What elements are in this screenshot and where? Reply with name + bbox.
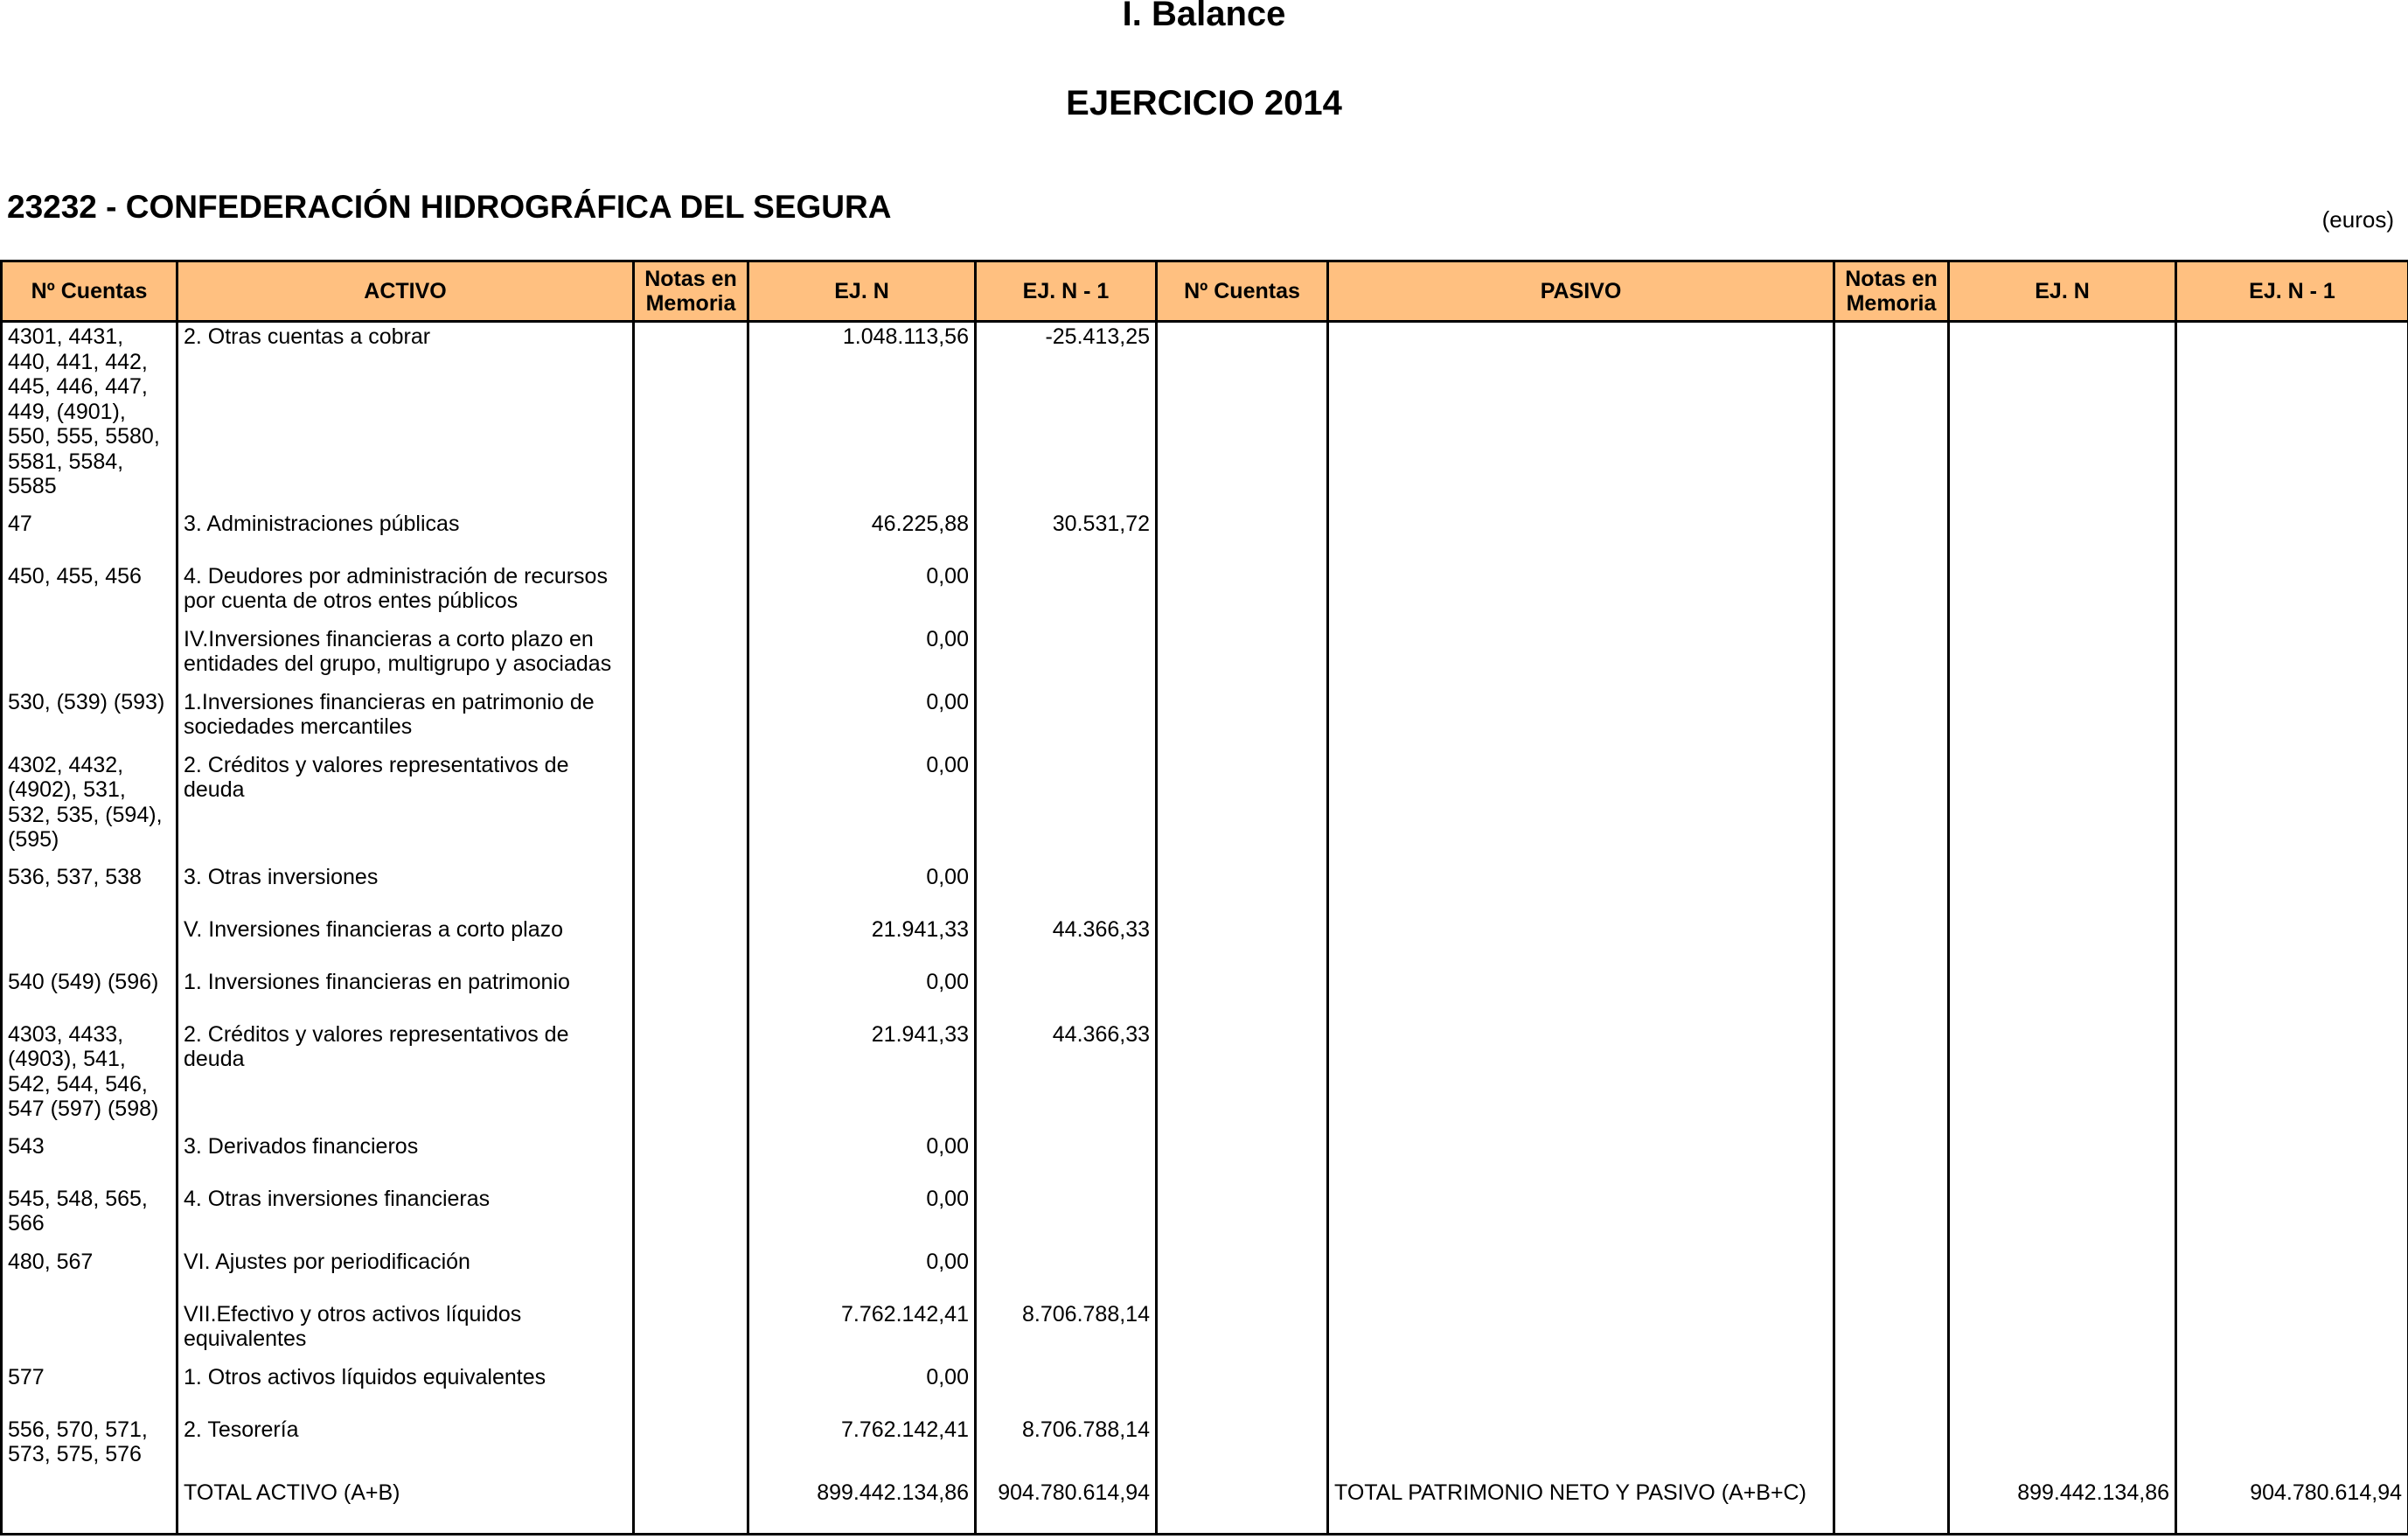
pasivo-ej-n-cell bbox=[1949, 916, 2176, 968]
table-row bbox=[2, 322, 2408, 510]
pasivo-cuentas-cell bbox=[1157, 1416, 1328, 1479]
account-numbers bbox=[2, 1300, 177, 1363]
pasivo-description-cell bbox=[1328, 916, 1834, 968]
header-cuentas: Nº Cuentas bbox=[2, 261, 177, 322]
notas-cell bbox=[634, 916, 748, 968]
activo-description: 4. Otras inversiones financieras bbox=[177, 1185, 634, 1248]
notas-cell bbox=[634, 1248, 748, 1300]
account-numbers: 4303, 4433, (4903), 541, 542, 544, 546, 547 (597) (598) bbox=[2, 1020, 177, 1132]
total-activo-ej-n: 899.442.134,86 bbox=[748, 1479, 976, 1535]
pasivo-ej-n-1-cell bbox=[2176, 1132, 2408, 1185]
table-row bbox=[2, 510, 2408, 562]
ej-n-value: 0,00 bbox=[748, 1363, 976, 1416]
pasivo-notas-cell bbox=[1834, 1132, 1949, 1185]
balance-table bbox=[0, 260, 2408, 1536]
pasivo-ej-n-cell bbox=[1949, 863, 2176, 916]
activo-description: 4. Deudores por administración de recursos por cuenta de otros entes públicos bbox=[177, 562, 634, 625]
total-activo-ej-n-1: 904.780.614,94 bbox=[976, 1479, 1157, 1535]
account-numbers bbox=[2, 916, 177, 968]
activo-description: 1.Inversiones financieras en patrimonio de sociedades mercantiles bbox=[177, 688, 634, 751]
pasivo-cuentas-cell bbox=[1157, 1020, 1328, 1132]
entity-name: 23232 - CONFEDERACIÓN HIDROGRÁFICA DEL SEGURA bbox=[7, 189, 892, 225]
ej-n-value: 0,00 bbox=[748, 1132, 976, 1185]
account-numbers: 480, 567 bbox=[2, 1248, 177, 1300]
pasivo-ej-n-cell bbox=[1949, 1185, 2176, 1248]
pasivo-description-cell bbox=[1328, 625, 1834, 688]
totals-pasivo-notas-cell bbox=[1834, 1479, 1949, 1535]
report-title: I. Balance bbox=[1122, 0, 1286, 33]
activo-description: VII.Efectivo y otros activos líquidos equivalentes bbox=[177, 1300, 634, 1363]
ej-n-value: 21.941,33 bbox=[748, 916, 976, 968]
pasivo-cuentas-cell bbox=[1157, 322, 1328, 510]
pasivo-description-cell bbox=[1328, 1248, 1834, 1300]
pasivo-ej-n-1-cell bbox=[2176, 1020, 2408, 1132]
notas-cell bbox=[634, 625, 748, 688]
ej-n-value: 46.225,88 bbox=[748, 510, 976, 562]
total-pasivo-ej-n: 899.442.134,86 bbox=[1949, 1479, 2176, 1535]
notas-cell bbox=[634, 1300, 748, 1363]
pasivo-cuentas-cell bbox=[1157, 1300, 1328, 1363]
pasivo-description-cell bbox=[1328, 1020, 1834, 1132]
pasivo-ej-n-cell bbox=[1949, 1300, 2176, 1363]
ej-n-value: 0,00 bbox=[748, 562, 976, 625]
account-numbers: 530, (539) (593) bbox=[2, 688, 177, 751]
pasivo-notas-cell bbox=[1834, 968, 1949, 1020]
ej-n-1-value bbox=[976, 625, 1157, 688]
ej-n-value: 21.941,33 bbox=[748, 1020, 976, 1132]
pasivo-ej-n-cell bbox=[1949, 1416, 2176, 1479]
table-row bbox=[2, 1416, 2408, 1479]
total-pasivo-ej-n-1: 904.780.614,94 bbox=[2176, 1479, 2408, 1535]
notas-cell bbox=[634, 1363, 748, 1416]
pasivo-description-cell bbox=[1328, 863, 1834, 916]
header-activo: ACTIVO bbox=[177, 261, 634, 322]
currency-units: (euros) bbox=[2321, 206, 2394, 233]
table-row bbox=[2, 1363, 2408, 1416]
activo-description: 2. Créditos y valores representativos de deuda bbox=[177, 1020, 634, 1132]
pasivo-ej-n-1-cell bbox=[2176, 1185, 2408, 1248]
total-pasivo-label: TOTAL PATRIMONIO NETO Y PASIVO (A+B+C) bbox=[1328, 1479, 1834, 1535]
activo-description: IV.Inversiones financieras a corto plazo en entidades del grupo, multigrupo y asociadas bbox=[177, 625, 634, 688]
notas-cell bbox=[634, 863, 748, 916]
pasivo-ej-n-cell bbox=[1949, 751, 2176, 863]
table-row bbox=[2, 1248, 2408, 1300]
header-notas-pasivo: Notas en Memoria bbox=[1834, 261, 1949, 322]
pasivo-cuentas-cell bbox=[1157, 1132, 1328, 1185]
ej-n-1-value bbox=[976, 562, 1157, 625]
table-row bbox=[2, 1300, 2408, 1363]
notas-cell bbox=[634, 688, 748, 751]
table-row bbox=[2, 562, 2408, 625]
notas-cell bbox=[634, 322, 748, 510]
account-numbers: 543 bbox=[2, 1132, 177, 1185]
pasivo-description-cell bbox=[1328, 688, 1834, 751]
table-row bbox=[2, 1020, 2408, 1132]
pasivo-ej-n-cell bbox=[1949, 1248, 2176, 1300]
pasivo-ej-n-1-cell bbox=[2176, 562, 2408, 625]
pasivo-description-cell bbox=[1328, 968, 1834, 1020]
activo-description: 3. Derivados financieros bbox=[177, 1132, 634, 1185]
notas-cell bbox=[634, 1185, 748, 1248]
pasivo-cuentas-cell bbox=[1157, 863, 1328, 916]
notas-cell bbox=[634, 1020, 748, 1132]
header-ej-n: EJ. N bbox=[748, 261, 976, 322]
pasivo-ej-n-1-cell bbox=[2176, 1363, 2408, 1416]
ej-n-value: 0,00 bbox=[748, 863, 976, 916]
account-numbers: 450, 455, 456 bbox=[2, 562, 177, 625]
pasivo-cuentas-cell bbox=[1157, 968, 1328, 1020]
pasivo-cuentas-cell bbox=[1157, 625, 1328, 688]
ej-n-value: 0,00 bbox=[748, 1248, 976, 1300]
pasivo-notas-cell bbox=[1834, 1300, 1949, 1363]
pasivo-ej-n-1-cell bbox=[2176, 510, 2408, 562]
pasivo-cuentas-cell bbox=[1157, 1185, 1328, 1248]
pasivo-ej-n-cell bbox=[1949, 688, 2176, 751]
table-row bbox=[2, 916, 2408, 968]
pasivo-ej-n-1-cell bbox=[2176, 916, 2408, 968]
header-notas: Notas en Memoria bbox=[634, 261, 748, 322]
pasivo-cuentas-cell bbox=[1157, 751, 1328, 863]
notas-cell bbox=[634, 968, 748, 1020]
account-numbers: 556, 570, 571, 573, 575, 576 bbox=[2, 1416, 177, 1479]
pasivo-ej-n-1-cell bbox=[2176, 1248, 2408, 1300]
ej-n-value: 0,00 bbox=[748, 968, 976, 1020]
pasivo-ej-n-1-cell bbox=[2176, 751, 2408, 863]
totals-notas-cell bbox=[634, 1479, 748, 1535]
pasivo-notas-cell bbox=[1834, 863, 1949, 916]
ej-n-value: 0,00 bbox=[748, 1185, 976, 1248]
table-row bbox=[2, 751, 2408, 863]
table-row bbox=[2, 1185, 2408, 1248]
ej-n-1-value: -25.413,25 bbox=[976, 322, 1157, 510]
ej-n-1-value: 44.366,33 bbox=[976, 1020, 1157, 1132]
account-numbers: 4302, 4432, (4902), 531, 532, 535, (594), (595) bbox=[2, 751, 177, 863]
pasivo-description-cell bbox=[1328, 322, 1834, 510]
pasivo-ej-n-cell bbox=[1949, 322, 2176, 510]
table-row bbox=[2, 625, 2408, 688]
pasivo-ej-n-cell bbox=[1949, 1363, 2176, 1416]
fiscal-year-title: EJERCICIO 2014 bbox=[1066, 84, 1342, 122]
pasivo-description-cell bbox=[1328, 562, 1834, 625]
pasivo-cuentas-cell bbox=[1157, 510, 1328, 562]
table-row bbox=[2, 1132, 2408, 1185]
notas-cell bbox=[634, 1416, 748, 1479]
account-numbers: 4301, 4431, 440, 441, 442, 445, 446, 447, 449, (4901), 550, 555, 5580, 5581, 5584, 5585 bbox=[2, 322, 177, 510]
header-ej-n-1: EJ. N - 1 bbox=[976, 261, 1157, 322]
activo-description: 2. Otras cuentas a cobrar bbox=[177, 322, 634, 510]
activo-description: VI. Ajustes por periodificación bbox=[177, 1248, 634, 1300]
pasivo-notas-cell bbox=[1834, 1248, 1949, 1300]
pasivo-ej-n-cell bbox=[1949, 510, 2176, 562]
pasivo-description-cell bbox=[1328, 1363, 1834, 1416]
pasivo-notas-cell bbox=[1834, 1416, 1949, 1479]
ej-n-value: 0,00 bbox=[748, 751, 976, 863]
pasivo-ej-n-1-cell bbox=[2176, 968, 2408, 1020]
pasivo-cuentas-cell bbox=[1157, 688, 1328, 751]
ej-n-1-value bbox=[976, 751, 1157, 863]
header-pasivo: PASIVO bbox=[1328, 261, 1834, 322]
pasivo-description-cell bbox=[1328, 1300, 1834, 1363]
activo-description: V. Inversiones financieras a corto plazo bbox=[177, 916, 634, 968]
ej-n-value: 7.762.142,41 bbox=[748, 1416, 976, 1479]
total-activo-label: TOTAL ACTIVO (A+B) bbox=[177, 1479, 634, 1535]
account-numbers: 47 bbox=[2, 510, 177, 562]
ej-n-1-value bbox=[976, 1248, 1157, 1300]
pasivo-cuentas-cell bbox=[1157, 916, 1328, 968]
account-numbers: 545, 548, 565, 566 bbox=[2, 1185, 177, 1248]
pasivo-description-cell bbox=[1328, 1132, 1834, 1185]
ej-n-1-value: 44.366,33 bbox=[976, 916, 1157, 968]
pasivo-cuentas-cell bbox=[1157, 562, 1328, 625]
ej-n-1-value bbox=[976, 1132, 1157, 1185]
notas-cell bbox=[634, 510, 748, 562]
pasivo-notas-cell bbox=[1834, 510, 1949, 562]
ej-n-value: 1.048.113,56 bbox=[748, 322, 976, 510]
activo-description: 1. Inversiones financieras en patrimonio bbox=[177, 968, 634, 1020]
pasivo-notas-cell bbox=[1834, 562, 1949, 625]
header-cuentas-pasivo: Nº Cuentas bbox=[1157, 261, 1328, 322]
ej-n-value: 0,00 bbox=[748, 688, 976, 751]
pasivo-notas-cell bbox=[1834, 751, 1949, 863]
pasivo-notas-cell bbox=[1834, 1185, 1949, 1248]
pasivo-notas-cell bbox=[1834, 1020, 1949, 1132]
totals-row bbox=[2, 1479, 2408, 1535]
table-row bbox=[2, 688, 2408, 751]
header-ej-n-1-pasivo: EJ. N - 1 bbox=[2176, 261, 2408, 322]
pasivo-description-cell bbox=[1328, 1416, 1834, 1479]
pasivo-notas-cell bbox=[1834, 916, 1949, 968]
pasivo-ej-n-cell bbox=[1949, 968, 2176, 1020]
table-row bbox=[2, 863, 2408, 916]
pasivo-description-cell bbox=[1328, 510, 1834, 562]
pasivo-ej-n-cell bbox=[1949, 562, 2176, 625]
activo-description: 2. Créditos y valores representativos de deuda bbox=[177, 751, 634, 863]
activo-description: 2. Tesorería bbox=[177, 1416, 634, 1479]
pasivo-ej-n-1-cell bbox=[2176, 688, 2408, 751]
notas-cell bbox=[634, 751, 748, 863]
pasivo-notas-cell bbox=[1834, 1363, 1949, 1416]
activo-description: 3. Administraciones públicas bbox=[177, 510, 634, 562]
pasivo-cuentas-cell bbox=[1157, 1248, 1328, 1300]
pasivo-ej-n-1-cell bbox=[2176, 863, 2408, 916]
ej-n-1-value bbox=[976, 1185, 1157, 1248]
account-numbers bbox=[2, 625, 177, 688]
pasivo-notas-cell bbox=[1834, 625, 1949, 688]
pasivo-description-cell bbox=[1328, 751, 1834, 863]
table-row bbox=[2, 968, 2408, 1020]
activo-description: 3. Otras inversiones bbox=[177, 863, 634, 916]
totals-cuentas-cell bbox=[2, 1479, 177, 1535]
pasivo-ej-n-1-cell bbox=[2176, 625, 2408, 688]
pasivo-ej-n-cell bbox=[1949, 1132, 2176, 1185]
notas-cell bbox=[634, 1132, 748, 1185]
ej-n-1-value bbox=[976, 968, 1157, 1020]
ej-n-1-value: 8.706.788,14 bbox=[976, 1416, 1157, 1479]
pasivo-ej-n-1-cell bbox=[2176, 322, 2408, 510]
pasivo-ej-n-1-cell bbox=[2176, 1300, 2408, 1363]
activo-description: 1. Otros activos líquidos equivalentes bbox=[177, 1363, 634, 1416]
notas-cell bbox=[634, 562, 748, 625]
pasivo-notas-cell bbox=[1834, 688, 1949, 751]
ej-n-1-value bbox=[976, 1363, 1157, 1416]
pasivo-ej-n-cell bbox=[1949, 625, 2176, 688]
pasivo-cuentas-cell bbox=[1157, 1363, 1328, 1416]
pasivo-notas-cell bbox=[1834, 322, 1949, 510]
ej-n-1-value: 8.706.788,14 bbox=[976, 1300, 1157, 1363]
header-ej-n-pasivo: EJ. N bbox=[1949, 261, 2176, 322]
pasivo-description-cell bbox=[1328, 1185, 1834, 1248]
ej-n-1-value bbox=[976, 863, 1157, 916]
pasivo-ej-n-cell bbox=[1949, 1020, 2176, 1132]
totals-pasivo-cuentas-cell bbox=[1157, 1479, 1328, 1535]
pasivo-ej-n-1-cell bbox=[2176, 1416, 2408, 1479]
account-numbers: 577 bbox=[2, 1363, 177, 1416]
ej-n-value: 0,00 bbox=[748, 625, 976, 688]
account-numbers: 540 (549) (596) bbox=[2, 968, 177, 1020]
ej-n-value: 7.762.142,41 bbox=[748, 1300, 976, 1363]
ej-n-1-value: 30.531,72 bbox=[976, 510, 1157, 562]
table-header-row bbox=[2, 261, 2408, 322]
ej-n-1-value bbox=[976, 688, 1157, 751]
account-numbers: 536, 537, 538 bbox=[2, 863, 177, 916]
